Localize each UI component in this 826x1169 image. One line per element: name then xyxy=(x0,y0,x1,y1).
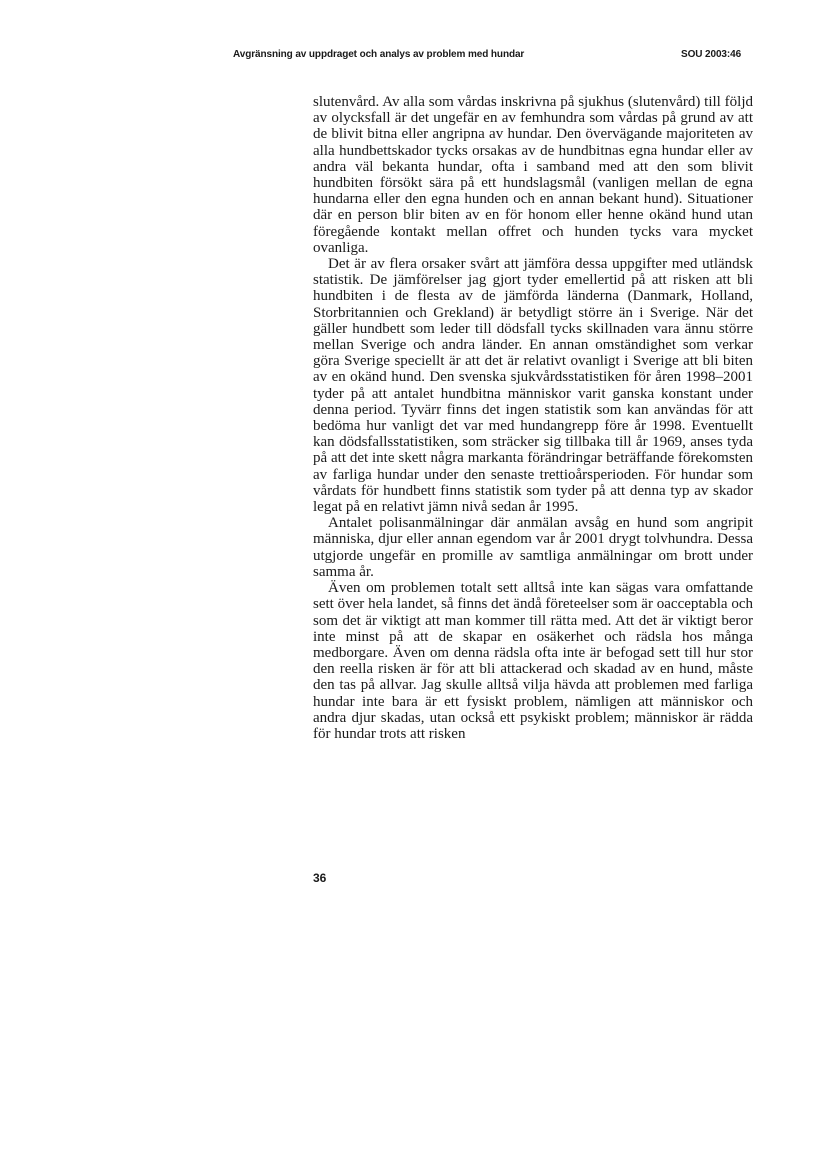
paragraph: Antalet polisanmälningar där anmälan avsåg en hund som angripit människa, djur eller annan egendom var år 2001 drygt tolvhundra. Dessa utgjorde ungefär en promille av samtliga anmälningar om brott under samma år. xyxy=(313,515,753,580)
paragraph: Det är av flera orsaker svårt att jämföra dessa uppgifter med utländsk statistik. De jämförelser jag gjort tyder emellertid på att risken att bli hundbiten i de flesta av de jämförda länderna (Danmark, Holland, Storbritannien och Grekland) är betydligt större än i Sverige. När det gäller hundbett som leder till dödsfall tycks skillnaden vara ännu större mellan Sverige och andra länder. En annan omständighet som verkar göra Sverige speciellt är att det är relativt ovanligt i Sverige att bli biten av en okänd hund. Den svenska sjukvårdsstatistiken för åren 1998–2001 tyder på att antalet hundbitna människor varit ganska konstant under denna period. Tyvärr finns det ingen statistik som kan användas för att bedöma hur vanligt det var med hundangrepp före år 1998. Eventuellt kan dödsfallsstatistiken, som sträcker sig tillbaka till år 1969, anses tyda på att det inte skett några markanta förändringar beträffande förekomsten av farliga hundar under den senaste trettioårsperioden. För hundar som vårdats för hundbett finns statistik som tyder på att denna typ av skador legat på en relativt jämn nivå sedan år 1995. xyxy=(313,256,753,516)
paragraph: slutenvård. Av alla som vårdas inskrivna på sjukhus (slutenvård) till följd av olycksfall är det ungefär en av femhundra som vårdas på grund av att de blivit bitna eller angripna av hundar. Den övervägande majoriteten av alla hundbettskador tycks orsakas av de hundbitnas egna hundar eller av andra väl bekanta hundar, ofta i samband med att den som blivit hundbiten försökt sära på ett hundslagsmål (vanligen mellan de egna hundarna eller den egna hunden och en annan bekant hund). Situationer där en person blir biten av en för honom eller henne okänd hund utan föregående kontakt mellan offret och hunden tycks vara mycket ovanliga. xyxy=(313,94,753,256)
paragraph: Även om problemen totalt sett alltså inte kan sägas vara omfattande sett över hela landet, så finns det ändå företeelser som är oacceptabla och som det är viktigt att man kommer till rätta med. Att det är viktigt beror inte minst på att de skapar en osäkerhet och rädsla hos många medborgare. Även om denna rädsla ofta inte är befogad sett till hur stor den reella risken är för att bli attackerad och skadad av en hund, måste den tas på allvar. Jag skulle alltså vilja hävda att problemen med farliga hundar inte bara är ett fysiskt problem, nämligen att människor och andra djur skadas, utan också ett psykiskt problem; människor är rädda för hundar trots att risken xyxy=(313,580,753,742)
running-header-title: Avgränsning av uppdraget och analys av problem med hundar xyxy=(233,49,525,60)
running-header-report-id: SOU 2003:46 xyxy=(681,49,742,60)
running-header xyxy=(0,45,826,65)
body-text xyxy=(313,94,753,742)
page-number: 36 xyxy=(313,871,327,885)
